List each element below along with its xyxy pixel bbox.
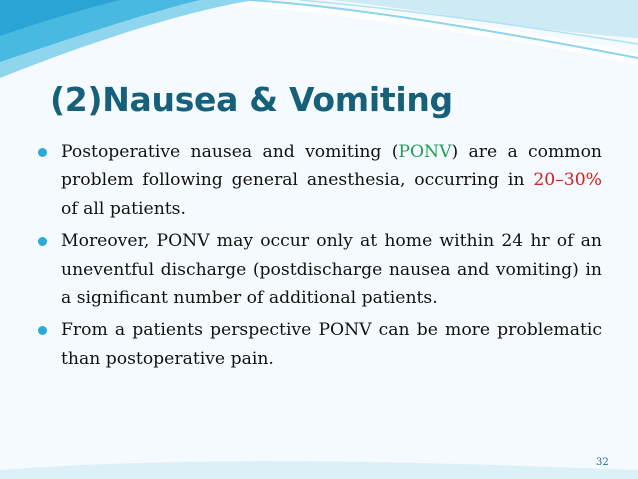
bullet-text: Postoperative nausea and vomiting ( [61,142,399,162]
bullet-text: of all patients. [61,198,186,219]
bullet-dot-icon [38,148,47,157]
bullet-text: From a patients perspective PONV can be more problematic than postoperative pain. [61,320,602,369]
bullet-list [37,138,602,377]
percentage-highlight: 20–30% [533,170,602,191]
bullet-dot-icon [38,237,47,246]
ponv-acronym: PONV [398,142,452,162]
bullet-item [37,316,602,373]
bullet-item [37,138,602,223]
bullet-text: ) are a common problem following general anesthesia, occurring in [61,142,602,191]
bullet-text: Moreover, PONV may occur only at home within 24 hr of an uneventful discharge (postdischarge nausea and vomiting) in a significant number of additional patients. [61,231,602,309]
bullet-dot-icon [38,326,47,335]
bullet-item [37,227,602,312]
page-number: 32 [596,457,609,468]
slide-title: (2)Nausea & Vomiting [50,80,453,119]
